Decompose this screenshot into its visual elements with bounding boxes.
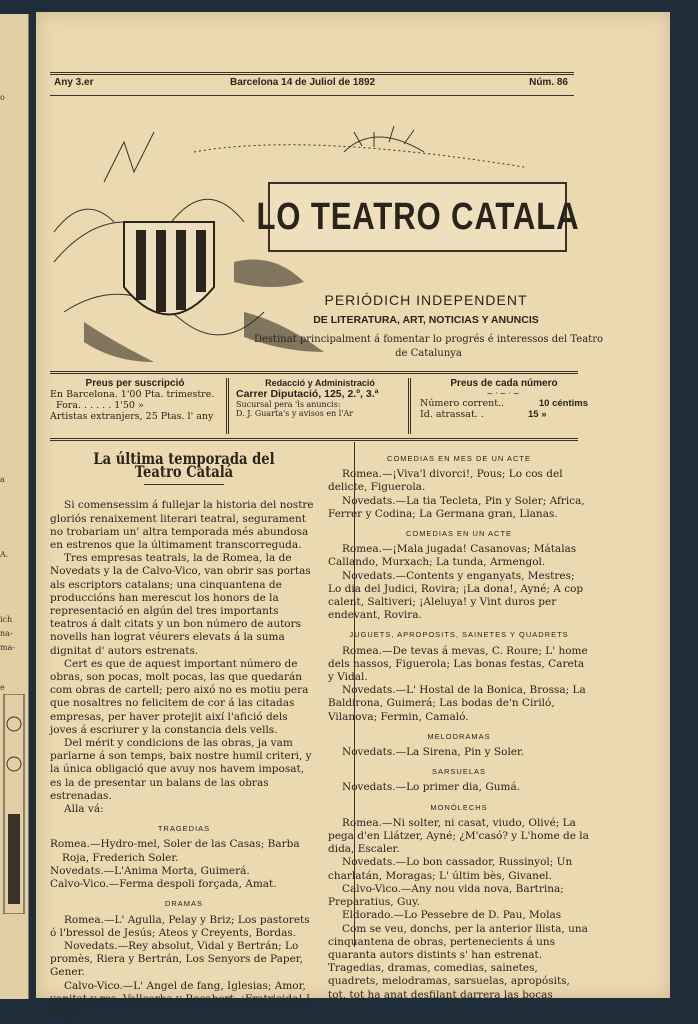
list-item: Novedats.—L'Anima Morta, Guimerá. [50,864,250,877]
title-rule [144,484,224,485]
list-item: Novedats.—Contents y enganyats, Mestres; Lo dia del Judici, Rovira; ¡La dona!, Ayné; A cop calent, Saltiveri; ¡Aleluya! y Vint duros per endevant, Rovira. [328,569,584,622]
divider [408,378,411,434]
section-heading: DRAMAS [164,899,204,909]
price-box: Preus de cada número ~·~·~ Número corrent.. 10 céntims Id. atrassat. . 15 » [420,378,588,420]
topics: DE LITERATURA, ART, NOTICIAS Y ANUNCIS [313,314,539,326]
fragment: ma- [0,643,16,652]
section-heading: COMEDIAS EN MES DE UN ACTE [387,454,531,463]
newspaper-page [36,12,670,1018]
list-item: Romea.—¡Viva'l divorci!, Pous; Lo cos del delicte, Figuerola. [328,468,563,494]
list-item: Novedats.—La tia Tecleta, Pin y Soler; Africa, Ferrer y Codina; La Germana gran, Llanas. [328,494,585,520]
list-item: Romea.—Ni solter, ni casat, viudo, Olivé; La pega d'en Llátzer, Ayné; ¿M'casó? y L'home de la dida, Escaler. [328,816,589,856]
subtitle: PERIÓDICH INDEPENDENT [324,292,528,308]
right-column [328,452,590,1002]
masthead-line [50,72,574,96]
list-item: Romea.—L' Agulla, Pelay y Briz; Los pastorets ó l'bressol de Jesús; Ateos y Creyents, Bordas. [50,913,310,939]
section-heading: JUGUETS, APROPOSITS, SAINETES Y QUADRETS [349,630,569,640]
section-heading: SARSUELAS [431,767,487,777]
fragment: o [0,93,5,102]
list-item: Eldorado.—Lo Pessebre de D. Pau, Molas [342,909,562,922]
fragment: na- [0,629,13,638]
list-item: Novedats.—Lo bon cassador, Russinyol; Un charlatán, Moragas; L' últim bès, Givanel. [328,856,573,882]
section-heading: MELODRAMAS [427,731,491,741]
list-item: Romea.—De tevas á mevas, C. Roure; L' home dels nassos, Figuerola; Las bonas festas, Careta y Vidal. [328,644,588,684]
office-box: Redacció y Administració Carrer Diputació, 125, 2.º, 3.ª Sucursal pera 'ls anuncis: D. J. Guarta's y avisos en l'Ar [236,378,379,418]
fragment: ich [0,615,13,624]
purpose: Destinat principalment á fomentar lo progrés é interessos del Teatro de Catalunya [253,334,603,359]
fragment: e [0,683,5,692]
paragraph: Com se veu, donchs, per la anterior llista, una cinquantena de obras, pertenecients á uns quaranta autors distints s' han estrenat. Tragedias, dramas, comedias, sainetes, quadrets, melodramas, sarsuelas, apropósits, tot, tot ha anat desfilant darrera las bocas [328,922,588,1001]
section-heading: MONÓLECHS [430,802,488,812]
list-item: Calvo-Vico.—Ferma despoli forçada, Amat. [50,878,277,891]
ornament-strip [2,694,26,914]
fragment: a [0,475,5,484]
divider [226,378,229,434]
left-column [50,449,318,1019]
list-item: Novedats.—Rey absolut, Vidal y Bertrán; Lo promès, Riera y Bertrán, Los Senyors de Paper, Gener. [50,939,303,979]
year: Any 3.er [54,77,94,88]
issue-number: Núm. 86 [529,77,568,88]
section-heading: TRAGEDIAS [157,824,211,834]
list-item: Calvo-Vico.—L' Angel de fang, Iglesias; Amor, vanitat y res, Vallcorba y Rocabert; ¡Fratricida! J. Roig. [50,979,313,1018]
info-bar [50,371,588,441]
list-item: Romea.—¡Mala jugada! Casanovas; Mátalas Callando, Murxach; La tunda, Armengol. [328,543,577,569]
article-title: La última temporada del Teatro Catalá [93,449,275,482]
subscription-box: Preus per suscripció En Barcelona. 1'00 Pta. trimestre. Fora. . . . . . 1'50 » Artistas extranjers, 25 Ptas. l' any [50,378,215,422]
paragraph: Del mérit y condicions de las obras, ja vam parlarne á son temps, baix nostre humil criteri, y la única obligació que avuy nos havem imposat, es la de presentar un balans de las obras estrenadas. [50,737,312,802]
paragraph: Tres empresas teatrals, la de Romea, la de Novedats y la de Calvo-Vico, van obrir sas portas als escriptors catalans; una cinquantena de produccións han merescut los honors de la representació en algún del tres importants teatros á dalt citats y un bon número de autors novells han lograt véurers elevats á la suma dignitat d' autors estrenats. [50,552,311,657]
newspaper-title: LO TEATRO CATALA [268,182,567,252]
previous-page-edge [0,14,29,999]
paragraph: Cert es que de aquest important número de obras, son pocas, molt pocas, las que quedarán com obras de cartell; pero aixó no es motiu pera que nosaltres no felicitem de cor á las citadas empresas, per haver protejit així l'afició dels joves á escriurer y la constancia dels vells. [50,657,309,736]
ornament: ~·~·~ [486,389,522,398]
shield-icon [124,222,214,315]
list-item: Novedats.—L' Hostal de la Bonica, Brossa; La Baldirona, Guimerá; Las bodas de'n Ciriló, Vilanova; Fermin, Camaló. [328,684,586,723]
fragment: A. [0,550,9,559]
list-item: Novedats.—La Sirena, Pin y Soler. [342,746,525,759]
list-item: Romea.—Hydro-mel, Soler de las Casas; Barba Roja, Frederich Soler. [50,838,300,864]
date-place: Barcelona 14 de Juliol de 1892 [230,77,376,88]
section-heading: COMEDIAS EN UN ACTE [405,529,513,539]
paragraph: Si comensessim á fullejar la historia del nostre gloriós renaixement literari teatral, segurament no trobariam un' altra temporada més abundosa en estrenos que la últimament transcorreguda. [50,499,314,552]
list-item: Calvo-Vico.—Any nou vida nova, Bartrina; Preparatius, Guy. [328,882,564,909]
list-item: Novedats.—Lo primer dia, Gumá. [342,781,521,794]
paragraph: Alla vá: [64,803,104,816]
